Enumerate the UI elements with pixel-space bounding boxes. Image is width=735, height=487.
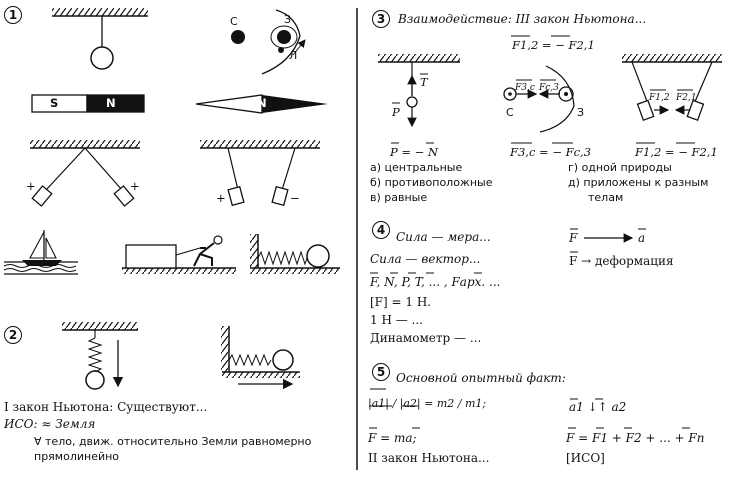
basic-fact-title: Основной опытный факт: — [396, 371, 566, 385]
charge-plus-3: + — [216, 191, 226, 205]
eq-12: F1,2 = − F2,1 — [635, 145, 718, 159]
force-unit: [F] = 1 Н. — [370, 295, 432, 309]
tension-weight-diagram — [378, 54, 460, 126]
any-body-line: ∀ тело, движ. относительно Земли равномерно — [34, 435, 312, 448]
f-ma: F = ma; — [368, 431, 417, 445]
force-sum: F = F1 + F2 + ... + Fn — [566, 431, 705, 445]
sun-earth-moon — [231, 10, 305, 74]
bar-magnet — [32, 95, 144, 112]
force-measure: Сила — мера... — [396, 230, 491, 244]
earth-z-label: З — [577, 106, 585, 119]
sun-earth-forces — [504, 66, 574, 132]
hanging-spring-ball — [62, 322, 138, 389]
moon-label: Л — [289, 49, 298, 62]
force-3c-label: F3,с — [515, 83, 535, 93]
force-21-label: F2,1 — [676, 93, 697, 103]
a-right: a — [638, 231, 646, 245]
section-number-5: 5 — [372, 363, 390, 381]
sun-label: С — [230, 15, 238, 28]
needle-n-label: N — [257, 96, 267, 110]
man-pulling-crate — [122, 236, 236, 274]
charge-plus-2: + — [130, 179, 140, 193]
force-12-label: F1,2 — [649, 93, 670, 103]
pendulum — [52, 8, 148, 69]
f-deformation: F → деформация — [569, 254, 674, 268]
force-list: F, N, P, T, ... , Fарх. ... — [370, 275, 501, 289]
second-law: II закон Ньютона... — [368, 451, 490, 465]
magnet-s-label: S — [50, 96, 59, 110]
p-equals-n: P = − N — [390, 145, 439, 159]
iso-bracket: [ИСО] — [566, 451, 605, 465]
eq-3c: F3,с = − Fс,3 — [510, 145, 592, 159]
a1-a2-opposite: a1 ↓↑ a2 — [569, 400, 627, 414]
section-number-2: 2 — [4, 326, 22, 344]
section-number-1: 1 — [4, 6, 22, 24]
rectilinear-line: прямолинейно — [34, 450, 120, 463]
force-vector: Сила — вектор... — [370, 252, 481, 266]
prop-a: а) центральные — [370, 161, 463, 174]
sailboat — [4, 230, 78, 274]
top-formula: F1,2 = − F2,1 — [512, 38, 595, 52]
prop-d: д) приложены к разным — [568, 176, 709, 189]
dynamometer: Динамометр — ... — [370, 331, 482, 345]
accel-ratio: |a1| / |a2| = m2 / m1; — [368, 397, 487, 410]
prop-v: в) равные — [370, 191, 428, 204]
two-hanging-bodies — [622, 54, 722, 120]
tension-label: T — [420, 75, 428, 89]
spring-ball-horizontal — [250, 234, 340, 274]
charge-plus-1: + — [26, 179, 36, 193]
first-law-line: I закон Ньютона: Существуют... — [4, 400, 208, 414]
earth-label: З — [284, 13, 292, 26]
prop-d-cont: телам — [588, 191, 624, 204]
prop-b: б) противоположные — [370, 176, 493, 189]
magnet-n-label: N — [106, 96, 116, 110]
section-number-3: 3 — [372, 10, 390, 28]
f-left: F — [569, 231, 578, 245]
prop-g: г) одной природы — [568, 161, 672, 174]
moving-spring-ball — [221, 326, 300, 384]
section-number-4: 4 — [372, 221, 390, 239]
repelling-charges-left — [30, 140, 140, 206]
interaction-title: Взаимодействие: III закон Ньютона... — [398, 12, 647, 26]
weight-label: P — [392, 105, 400, 119]
sun-c-label: С — [506, 106, 514, 119]
force-c3-label: Fс,3 — [539, 83, 559, 93]
iso-line: ИСО: ≈ Земля — [4, 417, 96, 431]
charge-minus: − — [290, 191, 300, 205]
newton-def: 1 Н — ... — [370, 313, 423, 327]
